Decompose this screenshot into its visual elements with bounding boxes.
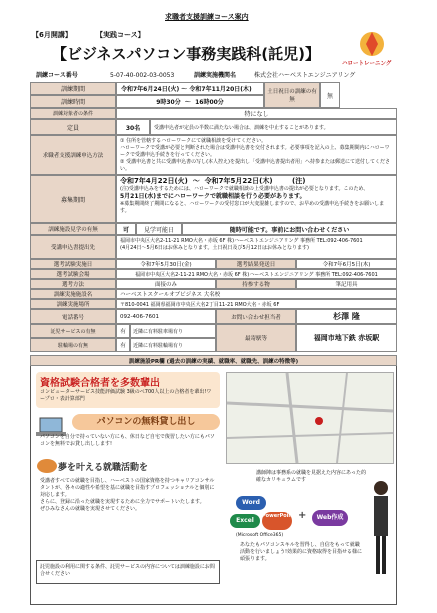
contact-label: お問い合わせ担当者 bbox=[216, 309, 296, 324]
exam-place-label: 選考試験会場 bbox=[30, 269, 116, 279]
chat-bubble-icon bbox=[36, 458, 58, 476]
plus-sign: + bbox=[298, 510, 307, 521]
org-label: 訓練実施機関名 bbox=[194, 72, 237, 79]
period-label: 訓練期間 bbox=[30, 82, 116, 95]
visit-schedule-value: 随時可能です。事前にお問い合わせください bbox=[182, 223, 397, 235]
station-value: 福岡市地下鉄 赤坂駅 bbox=[296, 324, 397, 352]
tel-value: 092-406-7601 bbox=[116, 309, 216, 324]
pr-block-career bbox=[36, 458, 220, 550]
submission-note: (4月24日〜5月6日はお休みとなります。土日祝日及び5月12日はお休みとなります) bbox=[120, 245, 309, 251]
pr-text-2: パソコンを自分で持っていない方にも、休日など自宅で復習したい方にもパソコンを無料でお貸し出しします! bbox=[40, 434, 215, 447]
pr-heading-1: 資格試験合格者を多数輩出 bbox=[40, 378, 160, 389]
pr-heading-2: パソコンの無料貸し出し bbox=[72, 414, 220, 430]
apply-note-3: ② 受講申込書と共に受講申込書の写し(本人控え)を提出し「受講申込書提出者用」へ持参または郵送にて送付してください。 bbox=[120, 159, 390, 172]
visit-value: 可 bbox=[116, 223, 136, 235]
course-name: 【ビジネスパソコン事務実践科(託児)】 bbox=[52, 45, 320, 63]
childcare-value: 有 bbox=[116, 324, 130, 338]
recruit-note-1: (注)受講申込みをするためには、ハローワークで就職相談の上受講申込書の提出が必要となります。このため、 bbox=[120, 185, 369, 192]
bring-label: 持参する物 bbox=[216, 279, 296, 289]
capacity-label: 定員 bbox=[30, 119, 116, 135]
parking-note: 近隣に有料駐輪場有り bbox=[130, 338, 216, 352]
station-label: 最寄駅等 bbox=[216, 324, 296, 352]
apply-note-1: ① 住所を管轄するハローワークにて就職相談を受けてください。 bbox=[120, 138, 267, 144]
recruit-label: 募集期間 bbox=[30, 175, 116, 223]
pr-text-1: コンピューターサービス技能評価試験 3級のべ700人以上の合格者を輩出!ワープロ・表計算部門 bbox=[40, 389, 212, 402]
childcare-footer-note: 託児施設の利用に関する条件、託児サービスの内容については訓練施設にお問合せください bbox=[36, 560, 220, 584]
course-tag: 【実践コース】 bbox=[96, 31, 145, 39]
exam-date-label: 選考試験実施日 bbox=[30, 259, 116, 269]
visit-schedule-label: 見学可能日 bbox=[136, 223, 182, 235]
submission-box bbox=[116, 235, 397, 259]
access-map bbox=[226, 372, 394, 464]
submission-address: 福岡市中央区大名2-11-21 RMO大名・赤坂 6F 株)ハーベストエンジニアリング 事務所 TEL:092-406-7601 bbox=[120, 238, 363, 244]
course-number: 5-07-40-002-03-0053 bbox=[110, 72, 175, 79]
pr-title: 訓練施設PR欄 (過去の訓練の実績、就職率、就職先、訓練の特徴等) bbox=[30, 355, 397, 366]
recruit-period: 令和7年4月22日(火) 〜 令和7年5月22日(木) (注) bbox=[120, 177, 306, 185]
time-value: 9時30分 〜 16時00分 bbox=[116, 95, 264, 108]
visit-label: 訓練施設見学の有無 bbox=[30, 223, 116, 235]
closing-text: あなたもパソコンスキルを習得し、自信をもって就職活動を行いましょう!効果的に資格取得を目指せる様に頑張ります。 bbox=[240, 542, 363, 562]
contact-value: 杉澤 隆 bbox=[296, 309, 397, 324]
recruit-note-2: 5月21日(水)までにハローワークで就職相談を行う必要があります。 bbox=[120, 193, 306, 200]
saturday-label: 土日祝日の訓練の有無 bbox=[264, 82, 320, 108]
opening-tag: 【6月開講】 bbox=[32, 31, 72, 39]
curriculum-note: 講師陣は事務系の就職を見据えた内容にあった的確なカリキュラムです bbox=[256, 470, 366, 483]
tel-label: 電話番号 bbox=[30, 309, 116, 324]
method-value: 面接のみ bbox=[116, 279, 216, 289]
doc-title: 求職者支援訓練コース案内 bbox=[165, 13, 249, 21]
address-label: 訓練実施場所 bbox=[30, 299, 116, 309]
childcare-note: 近隣に有料駐車場有り bbox=[130, 324, 216, 338]
pr-text-3b: さらに、登録に沿った就職を実現するために全力でサポートいたします。 bbox=[40, 499, 205, 505]
pr-text-3c: ぜひみなさんの就職を実現させてください。 bbox=[40, 506, 141, 512]
instructor-illustration-icon bbox=[366, 478, 396, 578]
result-label: 選考結果発送日 bbox=[216, 259, 296, 269]
saturday-value: 無 bbox=[320, 82, 340, 108]
apply-label: 求職者支援訓練申込方法 bbox=[30, 135, 116, 175]
office-note: (Microsoft Office365) bbox=[236, 533, 284, 538]
pr-block-laptop bbox=[36, 410, 220, 458]
childcare-label: 託児サービスの有無 bbox=[30, 324, 116, 338]
method-label: 選考方法 bbox=[30, 279, 116, 289]
facility-value: ハーベストスクールオブビジネス 大名校 bbox=[116, 289, 397, 299]
exam-place-value: 福岡市中央区大名2-11-21 RMO大名・赤坂 6F 株)ハーベストエンジニアリング 事務所 TEL:092-406-7601 bbox=[116, 269, 397, 279]
powerpoint-badge: PowerPoint bbox=[262, 512, 292, 530]
org-value: 株式会社ハーベストエンジニアリング bbox=[254, 72, 356, 79]
logo: ハロートレーニング bbox=[340, 28, 404, 72]
facility-label: 訓練実施施設名 bbox=[30, 289, 116, 299]
parking-value: 有 bbox=[116, 338, 130, 352]
excel-badge: Excel bbox=[230, 514, 260, 528]
parking-label: 駐輪場の有無 bbox=[30, 338, 116, 352]
apply-notes bbox=[116, 135, 397, 175]
pr-block-qualification bbox=[36, 372, 220, 408]
recruit-note-3: ※募集期間終了期間になると、ハローワークの受付窓口が大変混雑しますので、お早めの受講申込手続きをお願いします。 bbox=[120, 200, 385, 214]
period-value: 令和7年6月24日(火) 〜 令和7年11月20日(木) bbox=[116, 82, 264, 95]
exam-date-value: 令和7年5月30日(金) bbox=[116, 259, 216, 269]
condition-value: 特になし bbox=[116, 108, 397, 119]
pr-heading-3: 夢を叶える就職活動を bbox=[58, 463, 149, 473]
capacity-value: 30名 bbox=[116, 119, 150, 135]
map-icon bbox=[227, 373, 393, 463]
capacity-note: 受講申込者が定員の半数に満たない場合は、訓練を中止することがあります。 bbox=[150, 119, 397, 135]
submission-label: 受講申込書提出先 bbox=[30, 235, 116, 259]
bring-value: 筆記用具 bbox=[296, 279, 397, 289]
recruit-box bbox=[116, 175, 397, 223]
result-value: 令和7年6月5日(木) bbox=[296, 259, 397, 269]
apply-note-2: ハローワークで受講が必要と判断された場合は受講申込書を交付されます。必要事項を記入の上、募集期間内にハローワークで受講申込手続きを行ってください。 bbox=[120, 145, 390, 158]
time-label: 訓練時間 bbox=[30, 95, 116, 108]
address-value: 〒810-0041 福岡県福岡市中央区大名2丁目11-21 RMO大名・赤坂 6F bbox=[116, 299, 397, 309]
word-badge: Word bbox=[236, 496, 266, 510]
condition-label: 訓練対象者の条件 bbox=[30, 108, 116, 119]
pr-text-3-group bbox=[40, 478, 216, 513]
course-number-label: 訓練コース番号 bbox=[36, 72, 78, 79]
web-badge: Web作成 bbox=[312, 510, 348, 526]
pr-text-3: 受講者すべての就職を目指し、ハーベストの国家資格を持つキャリアコンサルタントが、各々の適性や希望を基に就職を目指すプロフェッショナルと個別に対応します。 bbox=[40, 478, 215, 498]
